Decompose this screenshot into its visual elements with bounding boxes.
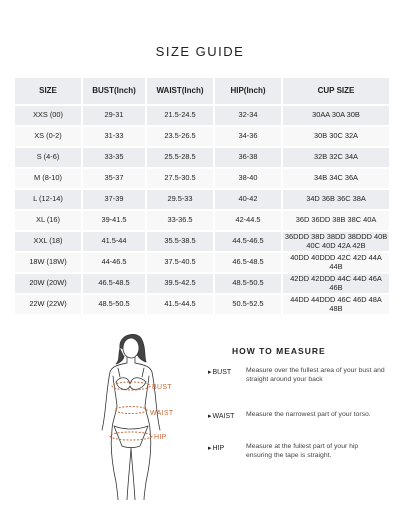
table-row bbox=[15, 253, 389, 272]
cell-size: XS (0-2) bbox=[15, 127, 81, 146]
cell-size: 18W (18W) bbox=[15, 253, 81, 272]
cell-hip: 32-34 bbox=[215, 106, 281, 125]
cell-waist: 23.5-26.5 bbox=[147, 127, 213, 146]
cell-hip: 50.5-52.5 bbox=[215, 295, 281, 314]
figure-bust-label: BUST bbox=[152, 384, 172, 391]
measure-hip-desc: Measure at the fullest part of your hip ensuring the tape is straight. bbox=[246, 443, 359, 459]
cell-waist: 27.5-30.5 bbox=[147, 169, 213, 188]
cell-cup: 32B 32C 34A bbox=[283, 148, 389, 167]
cell-hip: 42-44.5 bbox=[215, 211, 281, 230]
measure-bust-desc: Measure over the fullest area of your bust and straight around your back bbox=[246, 367, 385, 383]
measure-bust-label bbox=[208, 368, 231, 376]
measure-waist-text: WAIST bbox=[212, 412, 235, 420]
header-cup: CUP SIZE bbox=[283, 78, 389, 104]
figure-waist-label: WAIST bbox=[150, 410, 174, 417]
cell-size: XL (16) bbox=[15, 211, 81, 230]
cell-hip: 46.5-48.5 bbox=[215, 253, 281, 272]
cell-bust: 44-46.5 bbox=[83, 253, 145, 272]
cell-hip: 48.5-50.5 bbox=[215, 274, 281, 293]
cell-bust: 46.5-48.5 bbox=[83, 274, 145, 293]
cell-waist: 41.5-44.5 bbox=[147, 295, 213, 314]
table-header-row bbox=[15, 78, 389, 104]
cell-bust: 35-37 bbox=[83, 169, 145, 188]
cell-bust: 41.5-44 bbox=[83, 232, 145, 251]
measure-hip-text: HIP bbox=[212, 444, 225, 452]
table-row bbox=[15, 106, 389, 125]
cell-waist: 39.5-42.5 bbox=[147, 274, 213, 293]
cell-size: L (12-14) bbox=[15, 190, 81, 209]
cell-size: XXL (18) bbox=[15, 232, 81, 251]
cell-waist: 21.5-24.5 bbox=[147, 106, 213, 125]
cell-cup: 36DDD 38D 38DD 38DDD 40B 40C 40D 42A 42B bbox=[284, 231, 388, 250]
cell-size: M (8-10) bbox=[15, 169, 81, 188]
cell-waist: 29.5-33 bbox=[147, 190, 213, 209]
cell-cup: 30AA 30A 30B bbox=[283, 106, 389, 125]
cell-waist: 25.5-28.5 bbox=[147, 148, 213, 167]
header-size: SIZE bbox=[15, 78, 81, 104]
size-table bbox=[13, 76, 391, 316]
cell-waist: 37.5-40.5 bbox=[147, 253, 213, 272]
cell-size: S (4-6) bbox=[15, 148, 81, 167]
arrow-right-icon: ▸ bbox=[208, 413, 212, 420]
cell-cup: 42DD 42DDD 44C 44D 46A 46B bbox=[283, 274, 389, 293]
cell-bust: 33-35 bbox=[83, 148, 145, 167]
table-row bbox=[15, 211, 389, 230]
header-bust: BUST(Inch) bbox=[83, 78, 145, 104]
cell-cup: 40DD 40DDD 42C 42D 44A 44B bbox=[283, 253, 389, 272]
cell-size: 20W (20W) bbox=[15, 274, 81, 293]
arrow-right-icon: ▸ bbox=[208, 445, 212, 452]
figure-hip-label: HIP bbox=[154, 434, 167, 441]
cell-bust: 31-33 bbox=[83, 127, 145, 146]
cell-hip: 34-36 bbox=[215, 127, 281, 146]
cell-bust: 39-41.5 bbox=[83, 211, 145, 230]
cell-cup: 44DD 44DDD 46C 46D 48A 48B bbox=[283, 295, 389, 314]
cell-hip: 44.5-46.5 bbox=[215, 232, 281, 251]
table-row bbox=[15, 148, 389, 167]
cell-bust: 48.5-50.5 bbox=[83, 295, 145, 314]
table-row bbox=[15, 232, 389, 251]
cell-bust: 29-31 bbox=[83, 106, 145, 125]
table-row bbox=[15, 169, 389, 188]
cell-hip: 36-38 bbox=[215, 148, 281, 167]
cell-cup: 34D 36B 36C 38A bbox=[283, 190, 389, 209]
cell-size: 22W (22W) bbox=[15, 295, 81, 314]
cell-waist: 35.5-38.5 bbox=[147, 232, 213, 251]
header-hip: HIP(Inch) bbox=[215, 78, 281, 104]
table-row bbox=[15, 127, 389, 146]
measure-bust-text: BUST bbox=[212, 368, 232, 376]
measure-waist-desc: Measure the narrowest part of your torso. bbox=[246, 411, 371, 418]
page-title: SIZE GUIDE bbox=[155, 44, 245, 59]
table-row bbox=[15, 190, 389, 209]
arrow-right-icon: ▸ bbox=[208, 369, 212, 376]
cell-size: XXS (00) bbox=[15, 106, 81, 125]
cell-hip: 38-40 bbox=[215, 169, 281, 188]
cell-cup: 36D 36DD 38B 38C 40A bbox=[283, 211, 389, 230]
table-row bbox=[15, 274, 389, 293]
header-waist: WAIST(Inch) bbox=[147, 78, 213, 104]
measure-hip-label bbox=[208, 444, 224, 452]
measure-waist-label bbox=[208, 412, 234, 420]
how-to-measure-title: HOW TO MEASURE bbox=[232, 346, 326, 356]
cell-bust: 37-39 bbox=[83, 190, 145, 209]
table-row bbox=[15, 295, 389, 314]
cell-cup: 34B 34C 36A bbox=[283, 169, 389, 188]
cell-hip: 40-42 bbox=[215, 190, 281, 209]
cell-waist: 33-36.5 bbox=[147, 211, 213, 230]
cell-cup: 30B 30C 32A bbox=[283, 127, 389, 146]
